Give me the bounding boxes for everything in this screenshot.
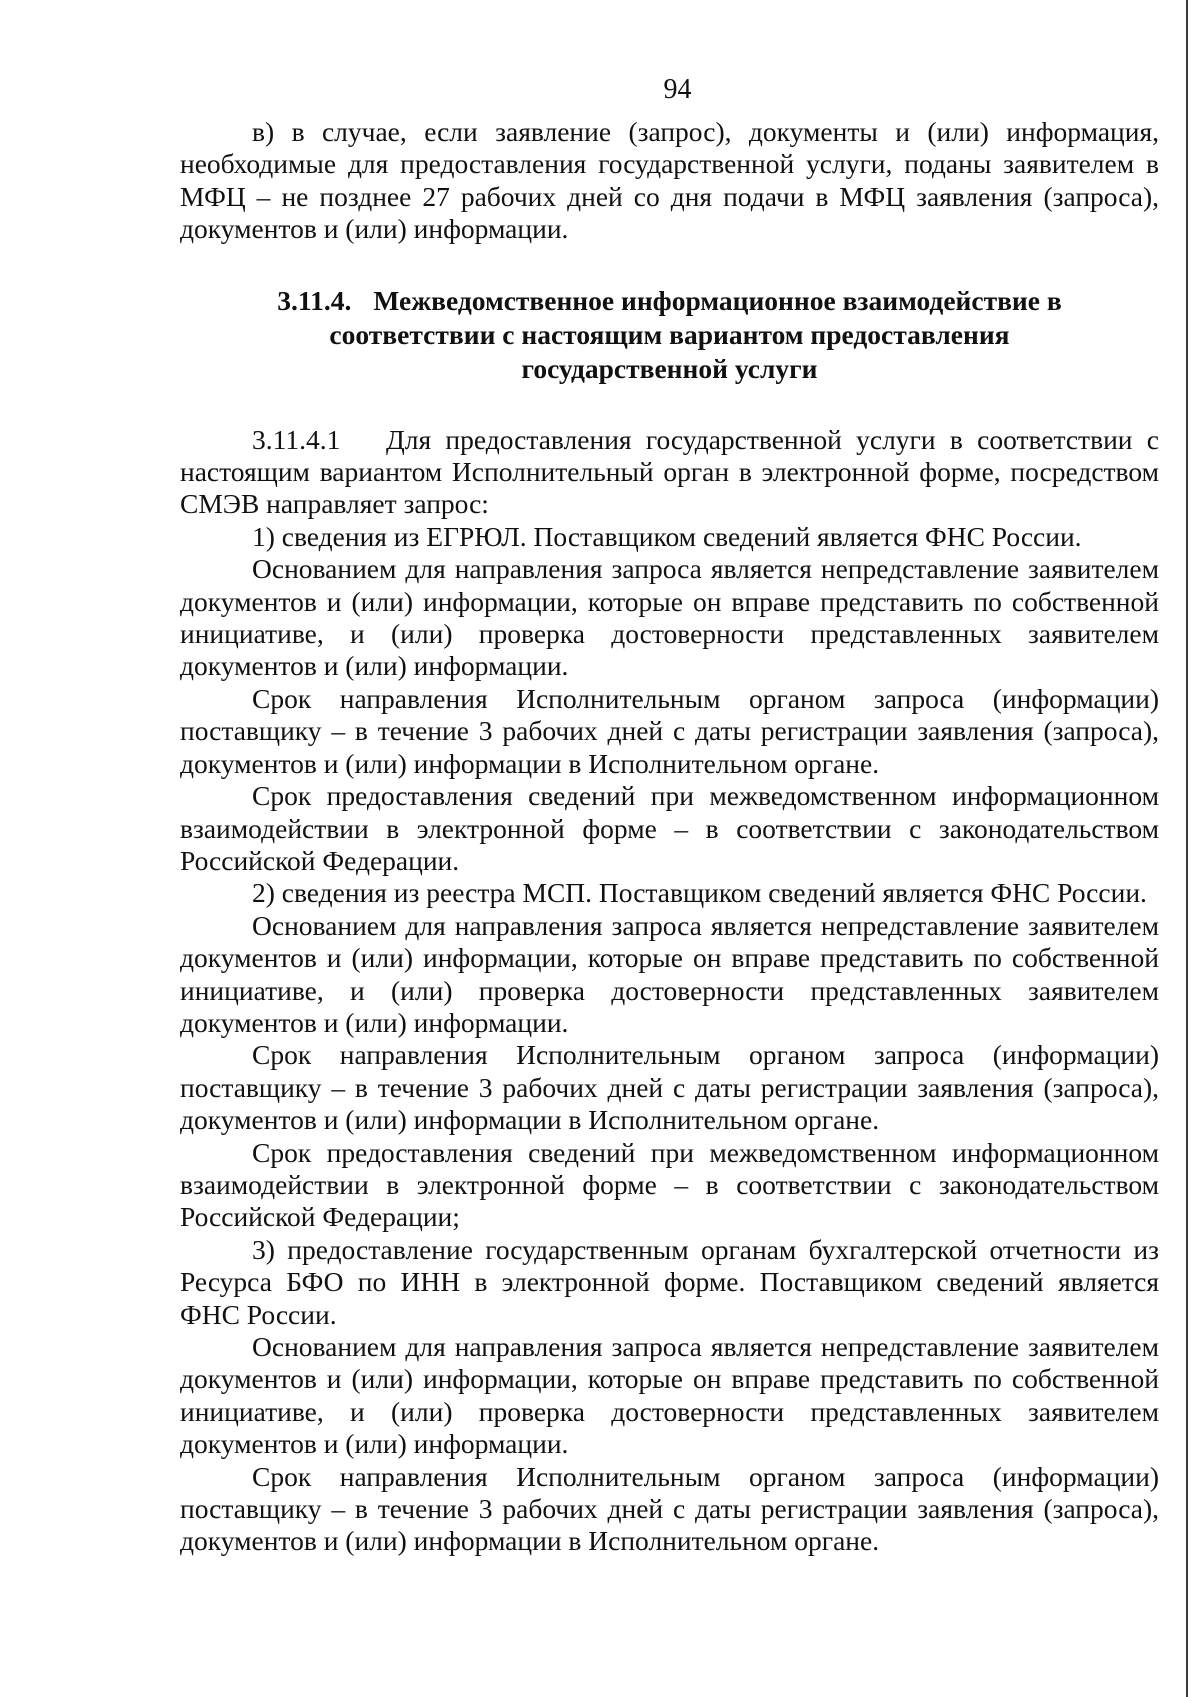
intro-paragraph: в) в случае, если заявление (запрос), документы и (или) информация, необходимые для предоставления государственной услуги, поданы заявителем в МФЦ – не позднее 27 рабочих дней со дня подачи в МФЦ заявления (запроса), документов и (или) информации. (180, 116, 1159, 245)
item-request-term: Срок направления Исполнительным органом запроса (информации) поставщику – в течение 3 рабочих дней с даты регистрации заявления (запроса), документов и (или) информации в Исполнительном органе. (180, 682, 1159, 779)
page-number: 94 (663, 74, 692, 105)
section-number: 3.11.4. (277, 284, 352, 316)
section-title-line2: соответствии с настоящим вариантом предоставления (329, 318, 1010, 350)
item-response-term: Срок предоставления сведений при межведомственном информационном взаимодействии в электронной форме – в соответствии с законодательством Российской Федерации; (180, 1136, 1159, 1233)
section-heading (180, 284, 1159, 386)
section-heading-line1 (180, 284, 1159, 318)
item-basis: Основанием для направления запроса является непредставление заявителем документов и (или) информации, которые он вправе представить по собственной инициативе, и (или) проверка достоверности представленных заявителем документов и (или) информации. (180, 909, 1159, 1038)
item-request-term: Срок направления Исполнительным органом запроса (информации) поставщику – в течение 3 рабочих дней с даты регистрации заявления (запроса), документов и (или) информации в Исполнительном органе. (180, 1460, 1159, 1557)
clause-paragraph (180, 424, 1159, 521)
scan-edge-line (1186, 0, 1188, 1697)
item-title: 3) предоставление государственным органам бухгалтерской отчетности из Ресурса БФО по ИНН в электронной форме. Поставщиком сведений является ФНС России. (180, 1233, 1159, 1330)
clause-number: 3.11.4.1 (252, 423, 341, 455)
item-response-term: Срок предоставления сведений при межведомственном информационном взаимодействии в электронной форме – в соответствии с законодательством Российской Федерации. (180, 780, 1159, 876)
section-title-line3: государственной услуги (521, 352, 818, 384)
item-request-term: Срок направления Исполнительным органом запроса (информации) поставщику – в течение 3 рабочих дней с даты регистрации заявления (запроса), документов и (или) информации в Исполнительном органе. (180, 1039, 1159, 1136)
clause-text: Для предоставления государственной услуги в соответствии с настоящим вариантом Исполнительный орган в электронной форме, посредством СМЭВ направляет запрос: (180, 423, 1159, 520)
section-title-line1: Межведомственное информационное взаимодействие в (373, 284, 1062, 316)
item-basis: Основанием для направления запроса является непредставление заявителем документов и (или) информации, которые он вправе представить по собственной инициативе, и (или) проверка достоверности представленных заявителем документов и (или) информации. (180, 1331, 1159, 1460)
item-title: 1) сведения из ЕГРЮЛ. Поставщиком сведений является ФНС России. (252, 520, 1082, 552)
item-basis: Основанием для направления запроса является непредставление заявителем документов и (или) информации, которые он вправе представить по собственной инициативе, и (или) проверка достоверности представленных заявителем документов и (или) информации. (180, 553, 1159, 682)
item-title: 2) сведения из реестра МСП. Поставщиком сведений является ФНС России. (252, 877, 1147, 909)
document-body (180, 116, 1159, 1558)
